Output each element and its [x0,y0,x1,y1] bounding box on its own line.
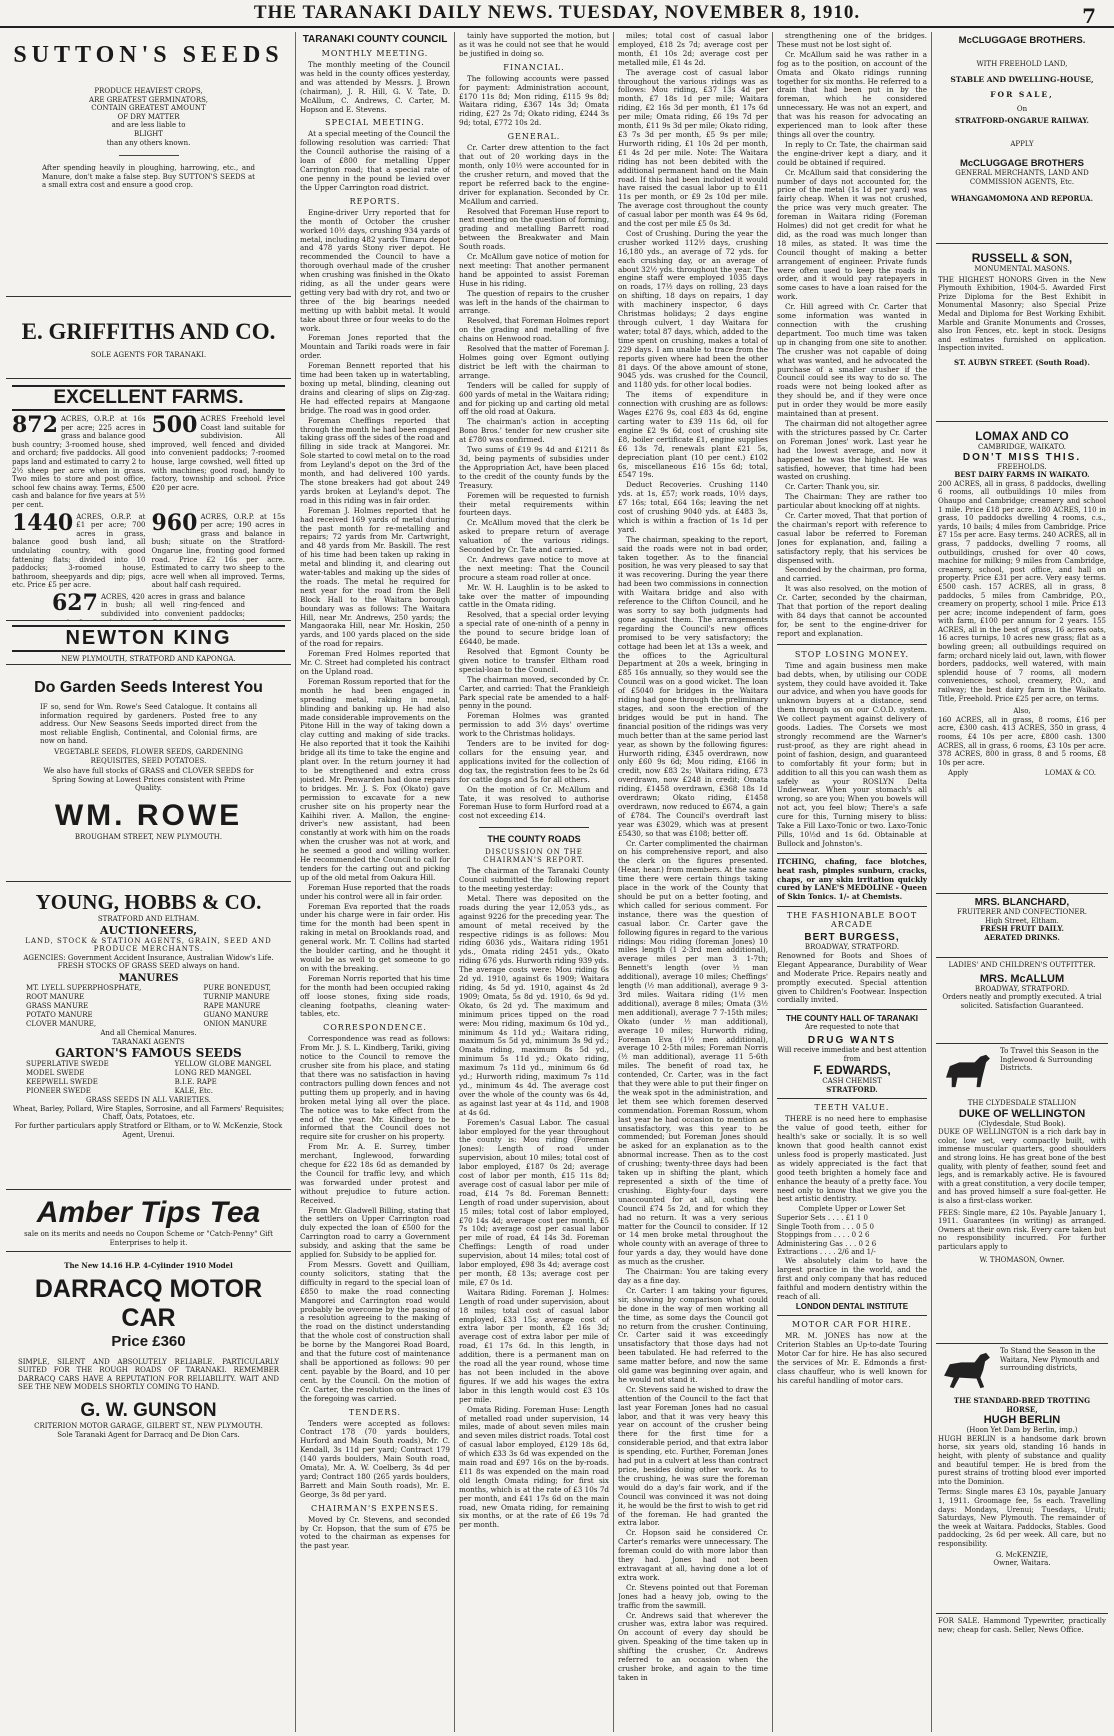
col3-p21: On the motion of Cr. McAllum and Tate, it was resolved to authorise Foreman Huse to form Hurford road at a cost not exceeding £14. [459,784,609,821]
council-p17: Tenders were accepted as follows: Contract 178 (70 yards boulders, Hurford and Main South roads), Mr. C. Kendall, 3s 11d per yard; Contract 179 (140 yards boulders, Main South road, Omata), Mr. A. W. Coelberg, 3s 4d per yard; Contract 180 (265 yards boulders, Barrett and Main South roads), Mr. E. George, 3s 8d per yard. [300,1418,450,1499]
young-hobbs-sub: STRATFORD AND ELTHAM. [97,915,200,923]
masthead [0,0,1114,28]
russell-name: RUSSELL & SON, [971,251,1073,265]
col3-p23: Metal. There was deposited on the roads during the year 12,053 yds., as against 9226 for the preceding year. The amount of metal received by the respective ridings is as follows: Mou riding 6036 yds., Waitara riding 1951 yds., Omata riding 2451 yds., Okato riding 676 yds. Hurworth riding 939 yds. The average costs were: Mou riding 6s 2d yd. 1910, against 6s 1909; Waitara riding, 4s 5d yd. 1910, against 4s 2d 1909; Omata, 5s 8d yd. 1910, 6s 9d yd. Okato, 6s 2d yd. The maximum and minimum prices tipped on the road were: Mou riding, maximum 6s 10d yd., minimum 4s 11d yd.; Waitara riding, maximum 5s 5d yd, minimum 3s 9d yd.; Omata riding, maximum 8s 5d yd., minimum 5s 11d yd.; Okato riding, maximum 7s 11d yd., minimum 6s 6d yd.; Hurworth riding, maximum 7s 11d yd., minimum 4s 4d. The average cost over the whole of the county was 6s 4d, as against last year at 4s 11d, and 1908 at 4s 6d. [459,893,609,1117]
suttons-seeds-ad [6,32,291,297]
col3-p24: Foremen's Casual Labor. The casual labor employed for the year throughout the county is: Mou riding (Foreman Jones): Length of road under supervision, about 10 miles; total cost of labor employed, £187 0s 2d; average cost of labor per month, £15 11s 8d; average cost of casual labor per mile of road, £14 7s 8d. Foreman Bennett: Length of road under supervision, about 15 miles; total cost of labor employed, £70 14s 4d; average cost per month, £5 7s 10d; average cost per casual labor per mile of road, £4 14s 3d. Foreman Cheffings: Length of road under supervision, about 14 miles; total cost of labor employed, £98 3s 4d; average cost per month, £8 13s; average cost per mile, £7 0s 1d. [459,1117,609,1287]
col3-p15: Mr. W. H. Laughlin is to be asked to take over the matter of impounding cattle in the Omata riding. [459,582,609,610]
russell-address: ST. AUBYN STREET. (South Road). [954,357,1090,367]
hugh-body: HUGH BERLIN is a handsome dark brown horse, six years old, standing 16 hands in height, with plenty of substance and quality and beautiful temper. He is bred from the purest strains of trotting blood ever imported into the Dominion. [938,1434,1106,1486]
mccluggage-land: WITH FREEHOLD LAND, [976,60,1068,68]
col3-p19: Foreman Holmes was granted permission to add 3½ days' overtime work to the Christmas holidays. [459,711,609,739]
col4-p9: Cr. Carter: I am taking your figures, sir, showing by comparison what could be done in the way of men working all the time, as some days the Council got no return from the crusher. Continuing, Cr. Carter said it was exceedingly unsatisfactory that those days had not been tabulated. He had referred to the same matter before, and now the same old game was beginning over again, and he would not stand it. [618,1285,768,1384]
amber-tips-name: Amber Tips Tea [36,1196,261,1229]
col5-p9: Cr. Carter moved, That that portion of the chairman's report with reference to casual labor be referred to Foreman Jones for explanation, and, failing a satisfactory reply, that his services be dispensed with. [777,511,927,565]
bert-burgess-body: Renowned for Boots and Shoes of Elegant Appearance, Durability of Wear and Moderate Price. Repairs neatly and promptly executed. Special attention given to Children's Footwear. Inspection cordially invited. [777,950,927,1005]
council-p14: From Mr. A. E. Surrey, timber merchant, Inglewood, forwarding cheque for £22 18s 6d as demanded by the Council for traffic levy, and which was forwarded under protest and without prejudice to future action. Received. [300,1142,450,1205]
hugh-owner-place: Owner, Waitara. [993,1559,1051,1568]
mcallum-ad [936,958,1108,1044]
council-reports-heading: REPORTS. [349,196,401,206]
col5-p3: In reply to Cr. Tate, the chairman said the engine-driver kept a diary, and it could be obtained if required. [777,139,927,167]
newton-king-name: NEWTON KING [12,625,285,652]
col3-p16: Resolved, that a special order levying a special rate of one-ninth of a penny in the pound to secure bridge loan of £6440, be made. [459,610,609,647]
council-p13: Correspondence was read as follows: From Mr. J. S. L. Kindberg, Tariki, giving notice to the Council to remove the crusher site from his place, and stating that there was no satisfaction in having contractors pulling down fences and not putting them up properly, and in having broken metal lying all over the place. The notice was to take effect from the end of the year. Mr. Kindberg to be informed that the Council does not require site for crusher on his property. [300,1034,450,1142]
darracq-body: SIMPLE, SILENT AND ABSOLUTELY RELIABLE. PARTICULARLY SUITED FOR THE ROUGH ROADS OF TARANAKI. REMEMBER DARRACQ CARS HAVE A REPUTATION FOR RELIABILITY. WAIT AND SEE THE NEW MODELS SHORTLY COMING TO HAND. [18,1357,279,1392]
county-roads-heading: THE COUNTY ROADS [487,834,581,845]
mccluggage-merchants: GENERAL MERCHANTS, LAND AND COMMISSION AGENTS, Etc. [955,169,1089,186]
col4-p3: Cost of Crushing. During the year the crusher worked 112½ days, crushing 16,180 yds., an average of 72 yds. for each crushing day, or an average of about 32½ yds. throughout the year. The engine staff were employed 1035 days on roads, 17½ days on rolling, 23 days on shifting, 18 days on repairs, 1 day with machinery inspector, 6 days Christmas holidays; 2 days engine through culvert, 1 day Waitara for water; total 87 days, which, added to the time spent on crushing, makes a total of 229 days. I am unable to trace from the reports given where had been the other 81 days. Of the above amount of stone, 9045 yds. was crushed for the Council, and 1180 yds. for other local bodies. [618,228,768,390]
financial-heading: FINANCIAL. [503,62,565,72]
council-heading: TARANAKI COUNTY COUNCIL [302,34,448,45]
suttons-line-1: PRODUCE HEAVIEST CROPS, [94,87,203,95]
bert-burgess-address: BROADWAY, STRATFORD. [804,943,900,952]
amber-tips-tea-ad [6,1190,291,1252]
suttons-line-5: and are less liable to [111,121,186,130]
young-hobbs-grass: GRASS SEEDS IN ALL VARIETIES. [85,1096,212,1105]
lomax-name: LOMAX AND CO [975,429,1069,443]
drug-wants-heading: DRUG WANTS [807,1034,897,1046]
col4-p4: The items of expenditure in connection with crushing are as follows: Wages £276 9s, coal £83 4s 6d, engine carting water to £39 11s 6d, oil for engine £2 9s 6d, cost of crushing site £8, boiler certificate £1, engine supplies £6 13s 7d, renewals plant £21 5s, depreciation plant (10 per cent.) £102 6s, miscellaneous £16 15s 6d; total, £547 19s. [618,390,768,480]
suttons-body: After spending heavily in ploughing, harrowing, etc., and Manure, don't make a false step. Buy SUTTON'S SEEDS at a small extra cost and ensure a good crop. [42,164,255,190]
column-6-advertisements [936,32,1108,1732]
mccluggage-for-sale: FOR SALE, [990,89,1054,99]
stop-losing-money-body: Time and again business men make bad debts, when, by utilising our CODE system, they could have avoided it. Take our advice, and when you have goods for unknown buyers at a distance, send them through us on our C.O.D. system. We collect payment against delivery of goods. Ladies. The Corsets we most strongly recommend are the Warner's rust-proof, as they are right ahead in point of fashion, design, and guaranteed to comfortably fit your form; but in addition to all this you can wash them as safely as your ROSLYN Delta Underwear. When your stomach's all wrong, so are you; When you bowels will not act, you feel blow; There's a safe cure for this, Turning misery to bliss: Take a Fill Laxo-Tonic or two. Laxo-Tonic Pills, 10½d and 1s 6d. Obtainable at Bullock and Johnston's. [777,660,927,848]
rowe-address: BROUGHAM STREET, NEW PLYMOUTH. [74,832,223,841]
lomax-also: Also, [1013,707,1031,716]
col5-p8: The Chairman: They are rather too particular about knocking off at nights. [777,492,927,511]
col3-p6: The question of repairs to the crusher was left in the hands of the chairman to arrange. [459,288,609,316]
teeth-set: Complete Upper or Lower Set [798,1205,906,1214]
motor-hire-body: MR. M. JONES has now at the Criterion Stables an Up-to-date Touring Motor Car for hire. He has also secured the services of Mr. E. Edmonds a first-class chauffeur, who is well known for his careful handling of motor cars. [777,1331,927,1385]
typewriter-body: FOR SALE. Hammond Typewriter, practically new; cheap for cash. Seller, News Office. [938,1617,1106,1634]
mcallum-address: BROADWAY, STRATFORD. [974,984,1070,993]
col5-p11: It was also resolved, on the motion of Cr. Carter, seconded by the chairman, That that portion of the report dealing with 84 days that cannot be accounted for, be sent to the engine-driver for report and explanation. [777,584,927,638]
lomax-apply: Apply [948,769,969,778]
suttons-line-3: CONTAIN GREATEST AMOUNT [91,104,206,113]
teeth-price-1: Superior Sets . . . . £1 1 0 [777,1213,868,1222]
mccluggage-on: On [1016,104,1028,113]
mccluggage-stable: STABLE AND DWELLING-HOUSE, [950,74,1094,84]
lomax-freeholds: FREEHOLDS. [997,462,1047,471]
teeth-price-3: Stoppings from . . . . 0 2 6 [777,1231,870,1240]
rowe-garden-seeds-ad [6,665,291,882]
rowe-body: IF so, send for Wm. Rowe's Seed Catalogue. It contains all information required by gardeners. Posted free to any address. Our New Seasons Seeds imported direct from the most reliable English, Continental, and Colonial firms, are now on hand. [40,703,257,746]
stop-losing-money-heading: STOP LOSING MONEY. [794,649,910,659]
duke-owner: W. THOMASON, Owner. [979,1255,1065,1264]
col3-p22: The chairman of the Taranaki County Council submitted the following report to the meeting yesterday: [459,866,609,894]
col4-p6: The chairman, speaking to the report, said the roads were not in bad order, taken together. As to the financial position, he was very pleased to say that it was recovering. During the year there had been two commissions in connection with Waitara bridge and also with reference to the Clifton Council, and he was sorry to say both judgments had gone against them. The arrangements regarding the Council's new offices promised to be very satisfactory; the cottage had been let at 13s a week, and the offices to the Agricultural Department at 20s a week, bringing in £85 16s annually, so they would see the Council was on a good wicket. The loan of £5040 for bridges in the Waitara riding had gone through the preliminary stages, and soon the erection of the bridges would be put in hand. The financial position of the ridings was very much better than at the same period last year, as shown by the following figures: Hurworth riding, £345 overdrawn, now only £60 9s 6d; Mou riding, £166 in credit, now £83 2s; Waitara riding, £73 overdrawn, now £248 in credit; Omata riding, £1458 overdrawn, £368 18s 1d overdrawn; Okato riding, £1458 overdrawn, now reduced to £674, a gain of £784. The Council's overdraft last year was £3029, which was at present £5430, so that was £108; better off. [618,534,768,838]
council-p8: Foreman Fred Holmes reported that Mr. C. Street had completed his contract on the Upland road. [300,649,450,676]
suttons-line-6: BLIGHT [134,129,163,138]
mcallum-name: MRS. McALLUM [979,972,1065,985]
gunson-agent: Sole Taranaki Agent for Darracq and De Dion Cars. [57,1430,240,1439]
council-p6: Foreman Cheffings reported that through the month he had been engaged taking grass off the sides of the road and filling in side track at Mangorei. Mr. Sole started to cowl metal on to the road from Leyland's depot on the 3rd of the month, and had delivered 100 yards. The stone breakers had got about 249 yards broken at Leyland's depot. The road in this riding was in fair order. [300,415,450,505]
lomax-ad [936,422,1108,894]
col4-p8: The Chairman: You are taking every day as a fine day. [618,1267,768,1285]
mccluggage-railway: STRATFORD-ONGARUE RAILWAY. [955,116,1089,126]
col3-p10: The chairman's action in accepting Bono Bros.' tender for new crusher site at £780 was confirmed. [459,417,609,445]
council-p5: Foreman Bennett reported that his time had been taken up in watertabling, boxing up metal, blinding, cleaning out drains and clearing of slips on Zig-zag. He had effected repairs at Mangaone bridge. The road was in good order. [300,361,450,415]
hugh-terms: Terms: Single mares £3 10s, payable January 1, 1911. Groomage fee, 5s each. Travelling days: Mondays, Urenui; Tuesdays, Uruti; Saturdays, New Plymouth. The remainder of the week at Waitara. Paddocks, Stables. Good paddocking, 2s 6d per week. All care, but no responsibility. [938,1488,1106,1548]
lomax-dont-miss: DON'T MISS THIS. [962,451,1082,463]
young-hobbs-further: For further particulars apply Stratford or Eltham, or to W. McKenzie, Stock Agent, Urenui. [14,1121,283,1139]
teeth-value-heading: TEETH VALUE. [814,1103,890,1113]
young-hobbs-fresh: FRESH STOCKS OF GRASS SEED always on hand. [57,962,240,971]
col3-p7: Resolved, that Foreman Holmes report on the grading and metalling of five chains on Henwood road. [459,316,609,344]
duke-travel: To Travel this Season in the Inglewood & Surrounding Districts. [1000,1047,1099,1073]
duke-clydesdale: THE CLYDESDALE STALLION [967,1099,1077,1107]
gunson-address: CRITERION MOTOR GARAGE, GILBERT ST., NEW PLYMOUTH. [34,1421,263,1430]
col4-p7: Cr. Carter complimented the chairman on his comprehensive report, and also the clerk on the figures presented. (Hear, hear.) from members. At the same time there were certain things taking place in the work of the County that should be put on a better footing, and which called for serious comment. For instance, there was the question of casual labor. Cr. Carter gave the following figures in regard to the various ridings: Mou riding (foreman Jones) 10 miles length (1 2-3rd men additional), average miles per man 3 1-7th; Bennett's length (over ½ man additional), average 10 miles; Cheffings' length (½ man additional), average 9 3-3rd miles. Waitara riding (1½ men additional), average 8 miles; Omata (3½ men additional), average 7 7-15th miles; Okato (under ½ man additional), average 10 miles; Hurworth riding, Foreman Eva (1½ men additional), average 10 2-5th miles; Foreman Norris (½ man additional), average 11 5-6th miles. The benefit of road tax, he contended, Cr. Carter, was in the fact that they were able to put their finger on the weak spot in the administration, and let them see which foremen deserved commendation. Foreman Rossum, whom last year he had occasion to mention as unsatisfactory, was this year to be commended; but Foreman Jones should be asked for an explanation as to the abnormal increase. Then as to the cost of crushing; twenty-three days had been taken up in shifting the plant, which represented a sixth of the time of crushing. Eighty-four days were unaccounted for at all, costing the Council £74 5s 2d, and for which they had no return. It was a very serious matter for the Council to consider. If 12 or 14 men broke metal throughout the whole county with an average of three to four yards a day, they would have done as much as the crusher. [618,838,768,1267]
duke-fees: FEES: Single mare, £2 10s. Payable January 1, 1911. Guarantees (in writing) as arranged. Owners at their own risk. Every care taken but no responsibility incurred. For further particulars apply to [938,1208,1106,1251]
general-heading: GENERAL. [507,132,561,142]
col3-p5: Cr. McAllum gave notice of motion for next meeting: That another permanent hand be appointed to assist Foreman Huse in his riding. [459,252,609,288]
col3-p13: Cr. McAllum moved that the clerk be asked to prepare return of average valuation of the various ridings. Seconded by Cr. Tate and carried. [459,518,609,555]
col4-p1: miles; total cost of casual labor employed, £18 2s 7d; average cost per month, £1 10s 2d; average cost per metalled mile, £1 4s 2d. [618,32,768,67]
blanchard-address: High Street, Eltham. [985,916,1059,925]
farm-1440: 1440 ACRES, O.R.P. at £1 per acre; 700 acres in grass, balance good bush land, all undulating country, with good fattening flats; divided into 10 paddocks; 3-roomed house, bathroom, sheepyards and dip; pigs, etc. Price £5 per acre. [12,509,146,590]
duke-name: DUKE OF WELLINGTON [958,1107,1086,1120]
council-p16: From Messrs. Govett and Quilliam, county solicitors, stating that the difficulty in regard to the special loan of £850 to make the road connecting Mangorei and Carrington road would probably be overcome by the passing of a resolution agreeing to the making of the road on the distinct understanding that the whole cost of construction shall be borne by the Mangorei Road Board, and that the future cost of maintenance shall be apportioned as follows: 90 per cent. payable by the Board, and 10 per cent. by the Council. On the motion of Cr. Carter, the resolution on the lines of the foregoing was carried. [300,1260,450,1403]
county-roads-subheading: DISCUSSION ON THE CHAIRMAN'S REPORT. [483,848,585,865]
lomax-best: BEST DAIRY FARMS IN WAIKATO. [954,470,1090,480]
council-p10: Foreman Huse reported that the roads under his control were all in fair order. [300,882,450,901]
col3-p14: Cr. Andrews gave notice to move at the next meeting: That the Council procure a steam road roller at once. [459,554,609,582]
mcallum-body: Orders neatly and promptly executed. A trial solicited. Satisfaction Guaranteed. [942,993,1102,1010]
col5-p1: strengthening one of the bridges. These must not be lost sight of. [777,32,927,49]
blanchard-name: MRS. BLANCHARD, [974,897,1070,908]
council-p7: Foreman J. Holmes reported that he had received 169 yards of metal during the past month for re-metalling and repairs; 72 yards from Mr. Cartwright, and 48 yards from Mr. Baskill. The rest of his time had been taken up raking in metal and blinding it, and clearing out water-tables and making up the sides of the roads. The metal he required for next year for the road from the Bell Block Hall to the Waitara borough boundary was as follows: The Waitara Hill, near Mr. Andrews, 250 yards; the Mangaoraka Hill, near Mr. Hoskin, 250 yards, and 100 yards placed on the side of the road for repairs. [300,505,450,649]
blanchard-drinks: AERATED DRINKS. [984,932,1060,942]
col5-p4: Cr. McAllum said that considering the number of days not accounted for, the price of the metal (1s 1d per yard) was fairly cheap. When it was not crushed, the price was very much greater. The foreman in Waitara riding (Foreman Holmes) did not get credit for what he did, as the road was much longer than 18 miles, as stated. It was time the Council thought of making a better arrangement of engineer. Private funds were often used to keep the roads in order, and it would pay ratepayers in some cases to have a loan raised for the work. [777,167,927,302]
drug-wants-body: Will receive immediate and best attention from [777,1045,927,1063]
col4-p12: Cr. Stevens pointed out that Foreman Jones had a heavy job, owing to the traffic from the sawmill. [618,1582,768,1610]
russell-sub: MONUMENTAL MASONS. [974,265,1070,273]
mccluggage-ad [936,32,1108,244]
lomax-more: 160 ACRES, all in grass, 8 rooms, £16 per acre, £300 cash. 413 ACRES, 350 in grass, 4 rooms, £4 10s per acre, £800 cash. 1300 ACRES, all in grass, 6 rooms, £3 10s per acre. 378 ACRES, 800 in grass, 8 and 5 rooms, £8 10s per acre. [938,715,1106,767]
council-expenses-heading: CHAIRMAN'S EXPENSES. [310,1503,440,1513]
young-hobbs-name: YOUNG, HOBBS & CO. [35,890,262,914]
newton-king-ad [6,621,291,665]
mccluggage-apply: APPLY [1010,139,1034,148]
edwards-name: F. EDWARDS, [813,1063,891,1078]
hugh-horse-type: THE STANDARD-BRED TROTTING HORSE, [953,1396,1091,1414]
col4-p11: Cr. Hopson said he considered Cr. Carter's remarks were unnecessary. The foreman could do with more labor than they had. Jones had not been extravagant at all, having done a lot of extra work. [618,1528,768,1582]
col4-p2: The average cost of casual labor throughout the various ridings was as follows: Mou riding, £37 13s 4d per month, £7 18s 1d per mile; Waitara riding, £2 16s 3d per month, £1 17s 6d per mile; Omata riding, £6 19s 7d per month, £11 9s 3d per mile; Okato riding, £3 7s 3d per month, £5 9s per mile; Hurworth riding, £1 10s 2d per month, £1 4s 2d per mile. Note: The Waitara riding has not been debited with the additional permanent hand on the Main road. If this had been included it would have raised the casual labor up to £11 11s per month, or £9 2s 10d per mile. The average cost throughout the county of casual labor per month was £4 9s 6d, and the cost per mile £5 0s 3d. [618,67,768,229]
duke-pedigree: (Clydesdale, Stud Book). [978,1119,1066,1128]
bert-burgess-name: BERT BURGESS, [804,932,900,944]
suttons-line-2: ARE GREATEST GERMINATORS, [89,95,208,104]
column-4-county-roads [618,32,768,1732]
rowe-items: VEGETABLE SEEDS, FLOWER SEEDS, GARDENING REQUISITES, SEED POTATOES. [54,747,243,765]
col3-p1: tainly have supported the motion, but as it was he could not see that he would be justified in doing so. [459,32,609,58]
motor-hire-heading: MOTOR CAR FOR HIRE. [792,1320,912,1330]
teeth-price-5: Extractions . . . . 2/6 and 1/- [777,1248,876,1257]
column-2-county-council [300,32,450,1732]
col5-p10: Seconded by the chairman, pro forma, and carried. [777,565,927,584]
typewriter-for-sale-ad [936,1614,1108,1664]
farm-500: 500 ACRES Freehold level Coast land suitable for subdivision. All improved, well fenced and divided into convenient paddocks; 7-roomed house, large cowshed, well fitted up with machines; good road, handy to factory, township and school. Price £20 per acre. [151,412,285,492]
hugh-pedigree: (Hoon Yet Dam by Berlin, imp.) [966,1426,1078,1435]
farm-960: 960 ACRES, O.R.P. at 15s per acre; 190 acres in grass and balance in bush; situate on the Stratford-Ongarue line, fronting good formed road. Price £2 16s per acre. Estimated to carry two sheep to the acre well when all improved. Terms, about half cash required. [151,509,285,590]
council-p4: Foreman Jones reported that the Mountain and Tariki roads were in fair order. [300,333,450,361]
column-5-mixed [777,32,927,1732]
col3-p18: The chairman moved, seconded by Cr. Carter, and carried: That the Frankleigh Park special rate be amended to a half-penny in the pound. [459,674,609,711]
suttons-line-4: OF DRY MATTER [117,112,180,121]
newton-king-sub: NEW PLYMOUTH, STRATFORD AND KAPONGA. [61,655,236,663]
col3-p25: Waitara Riding. Foreman J. Holmes: Length of road under supervision, about 18 miles; total cost of casual labor employed, £33 15s; average cost of extra labor per month, £2 16s 3d; average cost of extra labor per mile of road, £1 17s 6d. In this length, in addition, there is a permanent man on the road all the year round, whose time has not been included in the above figures. If we add his wages the extra labor in this length would cost £3 10s per mile. [459,1287,609,1404]
col5-p6: The chairman did not altogether agree with the strictures passed by Cr. Carter on Foreman Jones' work. Last year he had the lowest average, and now it happened he was the highest. He was satisfied, however, that time had been wasted on crushing. [777,418,927,482]
hugh-berlin-ad [936,1344,1108,1614]
edwards-town: STRATFORD. [826,1084,878,1094]
col4-p5: Deduct Recoveries. Crushing 1140 yds. at 1s, £57; work roads, 10½ days, £7 16s; total, £64 16s; leaving the net cost of crushing 9040 yds. at £483 3s, which is within a fraction of 1s 1d per yard. [618,480,768,534]
amber-tips-sub: sale on its merits and needs no Coupon Scheme or "Catch-Penny" Gift Enterprises to help it. [24,1230,273,1247]
farm-872: 872 ACRES, O.R.P. at 16s per acre; 225 acres in grass and balance good bush country; 3-roomed house, shed and orchard; five paddocks. All good paps land and estimated to carry 2 to 2½ sheep per acre when in grass. Two miles to store and post office, school few chains away. Terms, £500 cash and balance for five years at 5½ per cent. [12,412,146,509]
teeth-price-2: Single Tooth from . . . 0 5 0 [777,1222,874,1231]
young-hobbs-role: AUCTIONEERS, [99,923,198,937]
young-hobbs-garton: GARTON'S FAMOUS SEEDS [55,1046,242,1061]
col4-p13: Cr. Andrews said that wherever the crusher was, extra labor was required. On account of every day should be given. Speaking of the time taken up in shifting the crusher, Cr. Andrews referred to an occasion when the crusher broke, and again to the time taken in [618,1610,768,1682]
column-1-advertisements [6,32,291,1732]
young-hobbs-manures: MANURES [118,972,179,984]
lomax-body: 200 ACRES, all in grass, 8 paddocks, dwelling 6 rooms, all outbuildings 10 miles from Ohaupo and Cambridge; creamery and school 1 mile. Price £18 per acre. 180 ACRES, 110 in grass, 10 paddocks dwelling 4 rooms, c.s., yards, 10 bails; 4 miles from Cambridge. Price £7 15s per acre. Easy terms. 240 ACRES, all in grass, 7 paddocks, dwelling 7 rooms, all outbuildings, crushed for over 40 cows, machine for milking; 9 miles from Cambridge, creamery, school, post office, and hall on property. Price £31 per acre. Very easy terms. £500 cash. 157 ACRES, all in grass, 8 paddocks, 5 miles from Cambridge, P.O., creamery on property, school 1 mile. Price £13 per acre; income independent of farm, goes with farm, £100 per annum for 2 years. 155 ACRES, all in the best of grass, 16 acres oats, 16 acres turnips, 10 acres new grass; flat as a bowling green; all outbuildings required on farm; orchard nicely laid out, lawn, with flower borders, paddocks, well watered, with main splendid house of 7 rooms, all modern conveniences, school, creamery, P.O., and railway; the best dairy farm in the Waikato. Title, Freehold. Price £25 per acre, on terms. [938,479,1106,703]
county-hall-heading: THE COUNTY HALL OF TARANAKI [786,1014,918,1024]
council-p2: At a special meeting of the Council the following resolution was carried: That the Council authorise the raising of a loan of £800 for metalling Upper Carrington road; that a special rate of one penny in the pound be levied over the Upper Carrington road district. [300,129,450,192]
col3-p9: Tenders will be called for supply of 600 yards of metal in the Waitara riding; and for picking up and carting old metal off the old road at Oakura. [459,380,609,417]
lomax-sub: CAMBRIDGE, WAIKATO. [977,443,1067,451]
council-special-heading: SPECIAL MEETING. [325,118,425,128]
mcallum-outfitter: LADIES' AND CHILDREN'S OUTFITTER. [948,961,1096,969]
darracq-top: The New 14.16 H.P. 4-Cylinder 1910 Model [64,1261,233,1270]
young-hobbs-ad: YOUNG, HOBBS & CO. STRATFORD AND ELTHAM. AUCTIONEERS, LAND, STOCK & STATION AGENTS, GRAIN, SEED AND PRODUCE MERCHANTS. AGENCIES: Government Accident Insurance, Australian Widow's Life. FRESH STOCKS OF GRASS SEED always on hand. MANURES MT. LYELL SUPERPHOSPHATE, ROOT MANURE GRASS MANURE POTATO MANURE CLOVER MANURE, PURE BONEDUST, TURNIP MANURE RAPE MANURE GUANO MANURE ONION MANURE And all Chemical Manures. TARANAKI AGENTS GARTON'S FAMOUS SEEDS SUPERLATIVE SWEDE MODEL SWEDE KEEPWELL SWEDE PIONEER SWEDE YELLOW GLOBE MANGEL LONG RED MANGEL B.I.E. RAPE KALE, Etc. GRASS SEEDS IN ALL VARIETIES. Wheat, Barley, Pollard, Wire Staples, Sorrosine, and all Farmers' Requisites; Chaff, Oats, Potatoes, etc. For further particulars apply Stratford or Eltham, or to W. McKenzie, Stock Agent, Urenui. [6,882,291,1190]
hugh-owner-name: G. McKENZIE, [995,1550,1049,1559]
col3-p20: Tenders are to be invited for dog-collars for the ensuing year, and applications invited for the collection of dog tax, the registration fees to be 2s 6d for cattle dogs and 5s for all others. [459,739,609,784]
council-tenders-heading: TENDERS. [348,1407,402,1417]
hugh-name: HUGH BERLIN [983,1414,1061,1427]
col3-p4: Resolved that Foreman Huse report to next meeting on the question of forming, grading and metalling Barrett road between the Breakwater and Main South roads. [459,206,609,252]
county-hall-body: Are requested to note that [804,1023,900,1032]
council-p3: Engine-driver Urry reported that for the month of October the crusher worked 10½ days, crushing 934 yards of metal, including 482 yards Timaru depot and 478 yards Stony river depot. He recommended the Council to have a thorough overhaul made of the crusher when crushing was finished in the Okato riding, as all the under gears were getting very bad with dry rot, and two or three of the big bearings needed metting up with babbit metal. It would take about three or four weeks to do the work. [300,207,450,333]
council-correspondence-heading: CORRESPONDENCE. [323,1023,427,1033]
council-p18: Moved by Cr. Stevens, and seconded by Cr. Hopson, that the sum of £75 be voted to the chairman as expenses for the past year. [300,1514,450,1551]
mccluggage-name-2: McCLUGGAGE BROTHERS [959,158,1085,170]
farms-title: EXCELLENT FARMS. [12,385,285,411]
young-hobbs-agencies: AGENCIES: Government Accident Insurance, Australian Widow's Life. [23,953,274,962]
london-dental: LONDON DENTAL INSTITUTE [795,1302,909,1312]
council-p11: Foreman Eva reported that the roads under his charge were in fair order. His time for the month had been spent in raking in metal on Brooklands road, and general work. Mr. T. Collins had started the boulder carting, and he thought it would be as well to get someone to go on with the breaking. [300,901,450,973]
col3-p2: The following accounts were passed for payment: Administration account, £170 11s 8d; Mon riding, £115 9s 8d; Waitara riding, £367 14s 3d; Omata riding, £27 2s 7d; Okato riding, £244 3s 9d; total, £772 10s 2d. [459,73,609,128]
col3-p3: Cr. Carter drew attention to the fact that out of 20 working days in the month, only 10½ were accounted for in the crusher return, and moved that the report be referred back to the engine-driver for explanation. Seconded by Cr. McAllum and carried. [459,143,609,206]
gunson-name: G. W. GUNSON [80,1399,217,1421]
duke-of-wellington-ad [936,1044,1108,1344]
rowe-stocks: We also have full stocks of GRASS and CLOVER SEEDS for Spring Sowing at Lowest Prices consistent with Prime Quality. [43,767,254,793]
teeth-more: We absolutely claim to have the largest practice in the world, and the first and only company that has reduced faithful and modern dentistry within the reach of all. [777,1255,927,1301]
hugh-stand: To Stand the Season in the Waitara, New Plymouth and surrounding districts, [1000,1347,1100,1373]
excellent-farms-ad [6,379,291,621]
young-hobbs-stock: Wheat, Barley, Pollard, Wire Staples, Sorrosine, and all Farmers' Requisites; Chaff, Oats, Potatoes, etc. [12,1104,285,1122]
council-p12: Foreman Norris reported that his time for the month had been occupied raking off loose stones, fixing side roads, cleaning footpaths, cleaning water-tables, etc. [300,973,450,1019]
col3-p11: Two sums of £19 9s 4d and £1211 8s 3d, being payments of subsidies under the Appropriation Act, have been placed to the credit of the county funds by the Treasury. [459,445,609,490]
council-subheading: MONTHLY MEETING. [321,49,429,58]
griffiths-name: E. GRIFFITHS AND CO. [21,319,276,344]
col5-p7: Cr. Carter: Thank you, sir. [785,482,880,492]
edwards-role: CASH CHEMIST [822,1077,882,1086]
col3-p8: Resolved that the matter of Foreman J. Holmes going over Egmont outlying district be left with the chairman to arrange. [459,344,609,380]
suttons-title: SUTTON'S SEEDS [13,42,284,68]
mccluggage-whanga: WHANGAMOMONA AND REPORUA. [950,193,1094,203]
col3-p12: Foremen will be requested to furnish their metal requirements within fourteen days. [459,490,609,518]
russell-ad [936,244,1108,422]
darracq-price: Price £360 [111,1332,186,1350]
teeth-value-body: THERE is no need here to emphasise the value of good teeth, either for health's sake or socially. It is so well known that good health cannot exist unless food is properly masticated. Just as widely appreciated is the fact that good teeth brighten a homely face and enhance the beauty of a pretty face. You need only to know that we give you the best artistic dentistry. [777,1114,927,1204]
trotting-horse-icon [938,1349,996,1391]
lomax-name-2: LOMAX & CO. [1044,769,1096,778]
council-p15: From Mr. Gladwell Billing, stating that the settlers on Upper Carrington road duly expected the loan of £500 for the Carrington road to carry a Government subsidy, and asking that the same be applied for. Subsidy to be applied for. [300,1205,450,1260]
blanchard-fruit: FRESH FRUIT DAILY. [980,924,1064,934]
blanchard-sub: FRUITERER AND CONFECTIONER. [957,908,1087,916]
masthead-title: THE TARANAKI DAILY NEWS. TUESDAY, NOVEMBER 8, 1910. [253,2,861,23]
mccluggage-name-1: McCLUGGAGE BROTHERS. [958,35,1086,46]
griffiths-ad [6,297,291,379]
medoline-ad: ITCHING, chafing, face blotches, heat rash, pimples sunburn, cracks, chaps, or any skin irritation quickly cured by LANE'S MEDOLINE - Queen of Skin Tonics. 1/- at Chemists. [777,856,927,902]
council-p9: Foreman Rossum reported that for the month he had been engaged in spreading metal, raking in metal, blinding and banking up. He had also made considerable improvements on the Pitone Hill in the way of taking down a clay cutting and making of side tracks. He also reported that it took the Kaihihi bridge all its time to take the engine and plant over. In the return journey it had to be strengthened and extra cross joisted. Mr. Penwarden had done repairs to bridges. Mr. J. S. Fox (Okato) gave permission to excavate for a new crusher site on his property near the Kaihihi river. A. Mallon, the engine-driver's new assistant, had been constantly at work with him on the roads when the crusher was not at work, and he seemed a good and willing worker. He recommended the Council to call for tenders for the carting out and picking up of the old metal from Oakura Hill. [300,676,450,882]
blanchard-ad [936,894,1108,958]
col5-p2: Cr. McAllum said he was rather in a fog as to the position, on account of the Omata and Okato ridings running together for six months. He referred to a drain that had been put in by the foreman, which he considered unnecessary. He was not an expert, and that was his reason for advocating an experienced man to look after these things all over the country. [777,49,927,139]
col3-p17: Resolved that Egmont County be given notice to transfer Eltham road special-loan to the Council. [459,647,609,674]
page-number: 7 [1082,4,1096,28]
rowe-headline: Do Garden Seeds Interest You [34,679,263,696]
duke-body: DUKE OF WELLINGTON is a rich dark bay in color, low set, very compactly built, with immense muscular quarters, good shoulders and strong loins. He has great bone of the best quality, with plenty of feather, sound feet and legs, and is remarkably active. He is favoured with a great constitution, a very docile temper, and has proved himself a sure foal-getter. He is also a first-class worker. [938,1128,1106,1205]
horse-icon [938,1049,996,1091]
young-hobbs-chem: And all Chemical Manures. [100,1028,197,1037]
russell-body: THE HIGHEST HONORS Given in the New Plymouth Exhibition, 1904-5. Awarded First Prize Diploma for the Best Exhibit in Monumental Masonry; also Special Prize Medal and Diploma for Best Working Exhibit. Marble and Granite Monuments and Crosses, also Iron Fences, etc. kept in stock. Designs and estimates furnished on application. Inspection invited. [938,275,1106,353]
council-p1: The monthly meeting of the Council was held in the county offices yesterday, and was attended by Messrs. J. Brown (chairman), J. R. Hill, G. V. Tate, D. McAllum, C. Andrews, C. Carter, M. Hopson and E. Stevens. [300,60,450,114]
suttons-line-7: than any others known. [106,138,191,147]
darracq-motor-car-ad [6,1252,291,1452]
rowe-name: WM. ROWE [54,798,243,832]
farm-627: 627 ACRES, 420 acres in grass and balance in bush; all well ring-fenced and subdivided into convenient paddocks; [52,589,245,619]
young-hobbs-agents: TARANAKI AGENTS [112,1037,185,1046]
teeth-price-4: Administering Gas . . . 0 2 6 [777,1239,877,1248]
griffiths-sub: SOLE AGENTS FOR TARANAKI. [90,351,207,359]
boot-arcade-heading: THE FASHIONABLE BOOT ARCADE [786,911,918,930]
col3-p26: Omata Riding. Foreman Huse: Length of metalled road under supervision, 14 miles, made of about seven miles main and seven miles district roads. Total cost of casual labor employed, £129 18s 6d, of which £33 3s 6d was expended on the main road and £97 16s on the by-roads. £11 8s was expended on the main road old length Omata riding; for first six months, which is at the rate of £3 10s 7d per month, and £41 17s 6d on the main road, new Omata riding, for remaining six months, or at the rate of £6 19s 7d per month. [459,1404,609,1530]
column-3-county-council-continued [459,32,609,1732]
col5-p5: Cr. Hill agreed with Cr. Carter that some information was wanted in connection with the crushing department. Too much time was taken up in changing from one site to another. The crusher was not capable of doing what was wanted, and he advocated the purchase of a smaller crusher if the Council could see its way to do so. The roads were not being looked after as they should be, and if they were once put in order they would be more easily maintained than at present. [777,302,927,419]
darracq-name: DARRACQ MOTOR CAR [34,1274,263,1332]
young-hobbs-role2: LAND, STOCK & STATION AGENTS, GRAIN, SEED AND PRODUCE MERCHANTS. [25,936,272,954]
col4-p10: Cr. Stevens said he wished to draw the attention of the Council to the fact that last year Foreman Jones had no casual labor, and that it was very heavy this year on account of the crusher being there for the first time for a considerable period, and that extra labor is spending, etc. Further, Foreman Jones had put in a culvert at less than contract price, besides doing other work. As to the crushing, he was sure the foreman would do a day's fair work, and if the Council was convinced it was not doing it, he would be the first to wish to get rid of the foreman. He had granted the extra labor. [618,1384,768,1528]
